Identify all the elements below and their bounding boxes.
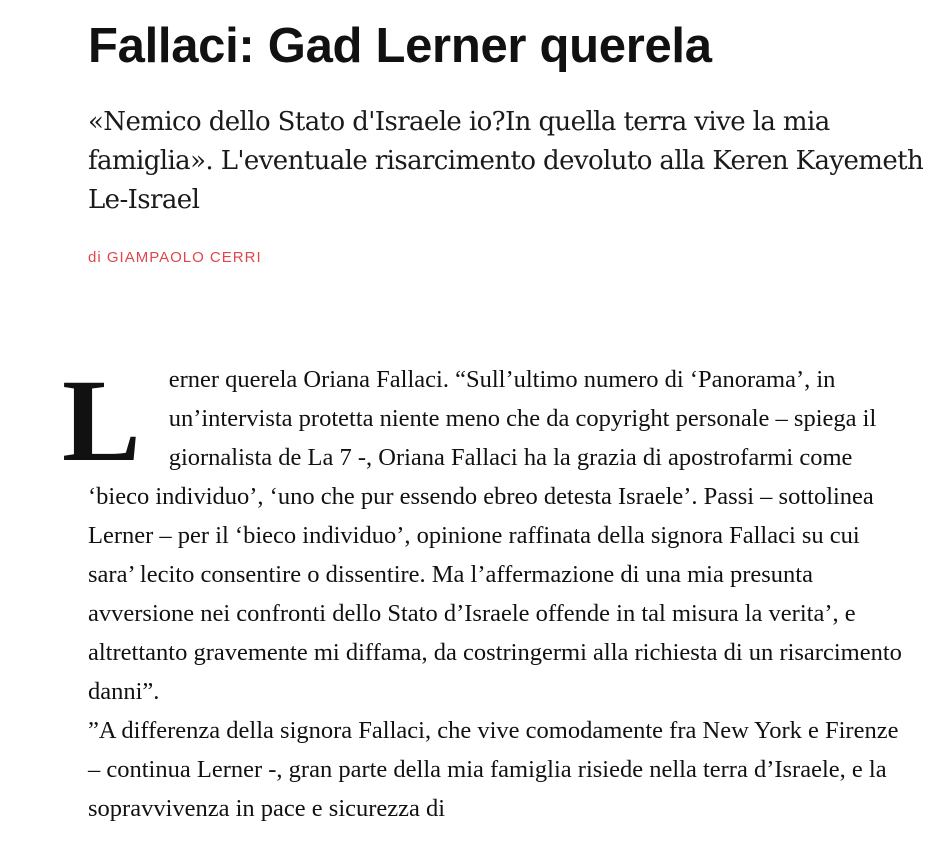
drop-cap: L (62, 355, 141, 486)
byline-prefix: di (88, 249, 102, 266)
author-link[interactable]: GIAMPAOLO CERRI (106, 249, 262, 266)
paragraph-1 (62, 355, 908, 711)
article-body (62, 355, 908, 828)
article-subtitle: «Nemico dello Stato d'Israele io?In quella terra vive la mia famiglia». L'eventuale risarcimento devoluto alla Keren Kayemeth Le-Israel (88, 107, 924, 215)
article-title: Fallaci: Gad Lerner querela (88, 19, 712, 73)
paragraph-1-text: erner querela Oriana Fallaci. “Sull’ultimo numero di ‘Panorama’, in un’intervista protetta niente meno che da copyright personale – spiega il giornalista de La 7 -, Oriana Fallaci ha la grazia di apostrofarmi come ‘bieco individuo’, ‘uno che pur essendo ebreo detesta Israele’. Passi – sottolinea Lerner – per il ‘bieco individuo’, opinione raffinata della signora Fallaci su cui sara’ lecito consentire o dissentire. Ma l’affermazione di una mia presunta avversione nei confronti dello Stato d’Israele offende in tal misura la verita’, e altrettanto gravemente mi diffama, da costringermi alla richiesta di un risarcimento danni”. (88, 366, 902, 705)
byline (88, 248, 262, 268)
paragraph-2: ”A differenza della signora Fallaci, che vive comodamente fra New York e Firenze – continua Lerner -, gran parte della mia famiglia risiede nella terra d’Israele, e la sopravvivenza in pace e sicurezza di (88, 717, 899, 822)
